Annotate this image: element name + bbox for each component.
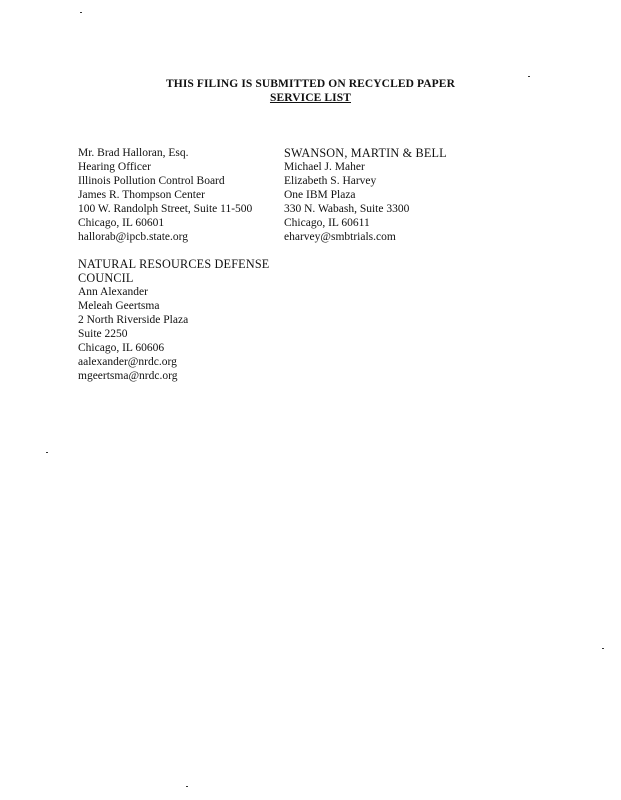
city-state-zip: Chicago, IL 60601: [78, 217, 165, 229]
street-address: 100 W. Randolph Street, Suite 11-500: [78, 203, 253, 215]
street-address: 2 North Riverside Plaza: [78, 314, 189, 326]
firm-name: SWANSON, MARTIN & BELL: [284, 146, 447, 160]
contact-name: Mr. Brad Halloran, Esq.: [78, 147, 189, 159]
suite: Suite 2250: [78, 328, 128, 340]
email-address: hallorab@ipcb.state.org: [78, 231, 189, 243]
organization-name: NATURAL RESOURCES DEFENSE: [78, 257, 270, 271]
city-state-zip: Chicago, IL 60611: [284, 217, 370, 229]
contact-name: Michael J. Maher: [284, 161, 365, 173]
scan-speck: [80, 12, 82, 13]
contact-title: Hearing Officer: [78, 161, 151, 173]
scan-speck: [528, 76, 530, 77]
contact-name: Ann Alexander: [78, 286, 148, 298]
scan-speck: [602, 648, 604, 649]
contact-name: Meleah Geertsma: [78, 300, 160, 312]
nrdc-address-block: [78, 257, 269, 383]
building: James R. Thompson Center: [78, 189, 205, 201]
recycled-paper-notice: THIS FILING IS SUBMITTED ON RECYCLED PAPER: [166, 78, 455, 90]
scan-speck: [186, 786, 188, 787]
service-list-title: SERVICE LIST: [269, 92, 351, 104]
email-address: mgeertsma@nrdc.org: [78, 370, 178, 382]
city-state-zip: Chicago, IL 60606: [78, 342, 165, 354]
email-address: eharvey@smbtrials.com: [284, 231, 396, 243]
street-address: 330 N. Wabash, Suite 3300: [284, 203, 410, 215]
scan-speck: [46, 452, 48, 453]
hearing-officer-address-block: [78, 146, 252, 244]
building: One IBM Plaza: [284, 189, 356, 201]
email-address: aalexander@nrdc.org: [78, 356, 177, 368]
organization-name-cont: COUNCIL: [78, 271, 134, 285]
contact-name: Elizabeth S. Harvey: [284, 175, 377, 187]
swanson-martin-bell-address-block: [284, 146, 447, 244]
organization: Illinois Pollution Control Board: [78, 175, 225, 187]
